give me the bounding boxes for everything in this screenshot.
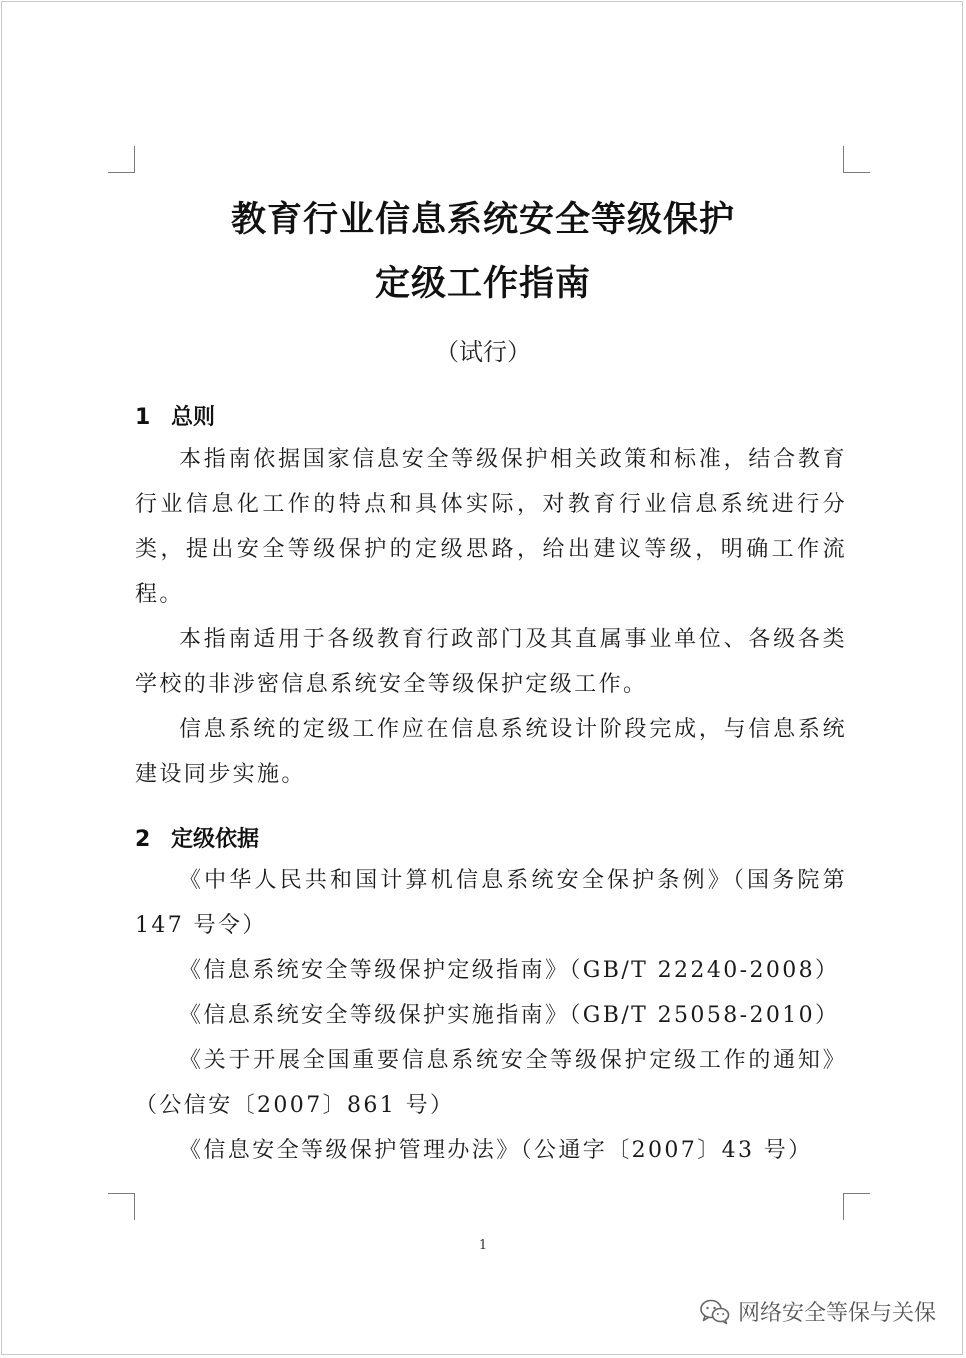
- section-title: 总则: [171, 405, 216, 430]
- page-number: 1: [478, 1238, 488, 1253]
- section-number: 1: [135, 405, 151, 430]
- paragraph: 信息系统的定级工作应在信息系统设计阶段完成，与信息系统建设同步实施。: [135, 717, 847, 787]
- section-number: 2: [135, 827, 151, 852]
- document-subtitle: （试行）: [435, 338, 531, 366]
- reference-item: 《中华人民共和国计算机信息系统安全保护条例》（国务院第 147 号令）: [135, 868, 847, 938]
- reference-item: 《信息安全等级保护管理办法》（公通字〔2007〕43 号）: [179, 1138, 813, 1163]
- crop-mark-bottom-left: [108, 1193, 135, 1220]
- reference-item: 《关于开展全国重要信息系统安全等级保护定级工作的通知》（公信安〔2007〕861 号）: [135, 1048, 847, 1118]
- reference-item: 《信息系统安全等级保护实施指南》（GB/T 25058-2010）: [179, 1003, 840, 1028]
- document-title-line2: 定级工作指南: [374, 264, 591, 304]
- section-title: 定级依据: [171, 827, 260, 852]
- crop-mark-bottom-right: [843, 1193, 870, 1220]
- section-body-general: [135, 437, 847, 797]
- crop-mark-top-left: [108, 146, 135, 173]
- crop-mark-top-right: [843, 146, 870, 173]
- paragraph: 本指南适用于各级教育行政部门及其直属事业单位、各级各类学校的非涉密信息系统安全等级保护定级工作。: [135, 627, 847, 697]
- paragraph: 本指南依据国家信息安全等级保护相关政策和标准，结合教育行业信息化工作的特点和具体实际，对教育行业信息系统进行分类，提出安全等级保护的定级思路，给出建议等级，明确工作流程。: [135, 447, 847, 607]
- document-title-line1: 教育行业信息系统安全等级保护: [230, 200, 735, 240]
- watermark-text: 网络安全等保与关保: [737, 1301, 936, 1326]
- wechat-icon: [700, 1299, 730, 1325]
- section-heading-general: [135, 400, 215, 431]
- reference-item: 《信息系统安全等级保护定级指南》（GB/T 22240-2008）: [179, 958, 840, 983]
- section-body-basis: [135, 858, 847, 1173]
- section-heading-basis: [135, 822, 259, 853]
- watermark: [700, 1296, 936, 1327]
